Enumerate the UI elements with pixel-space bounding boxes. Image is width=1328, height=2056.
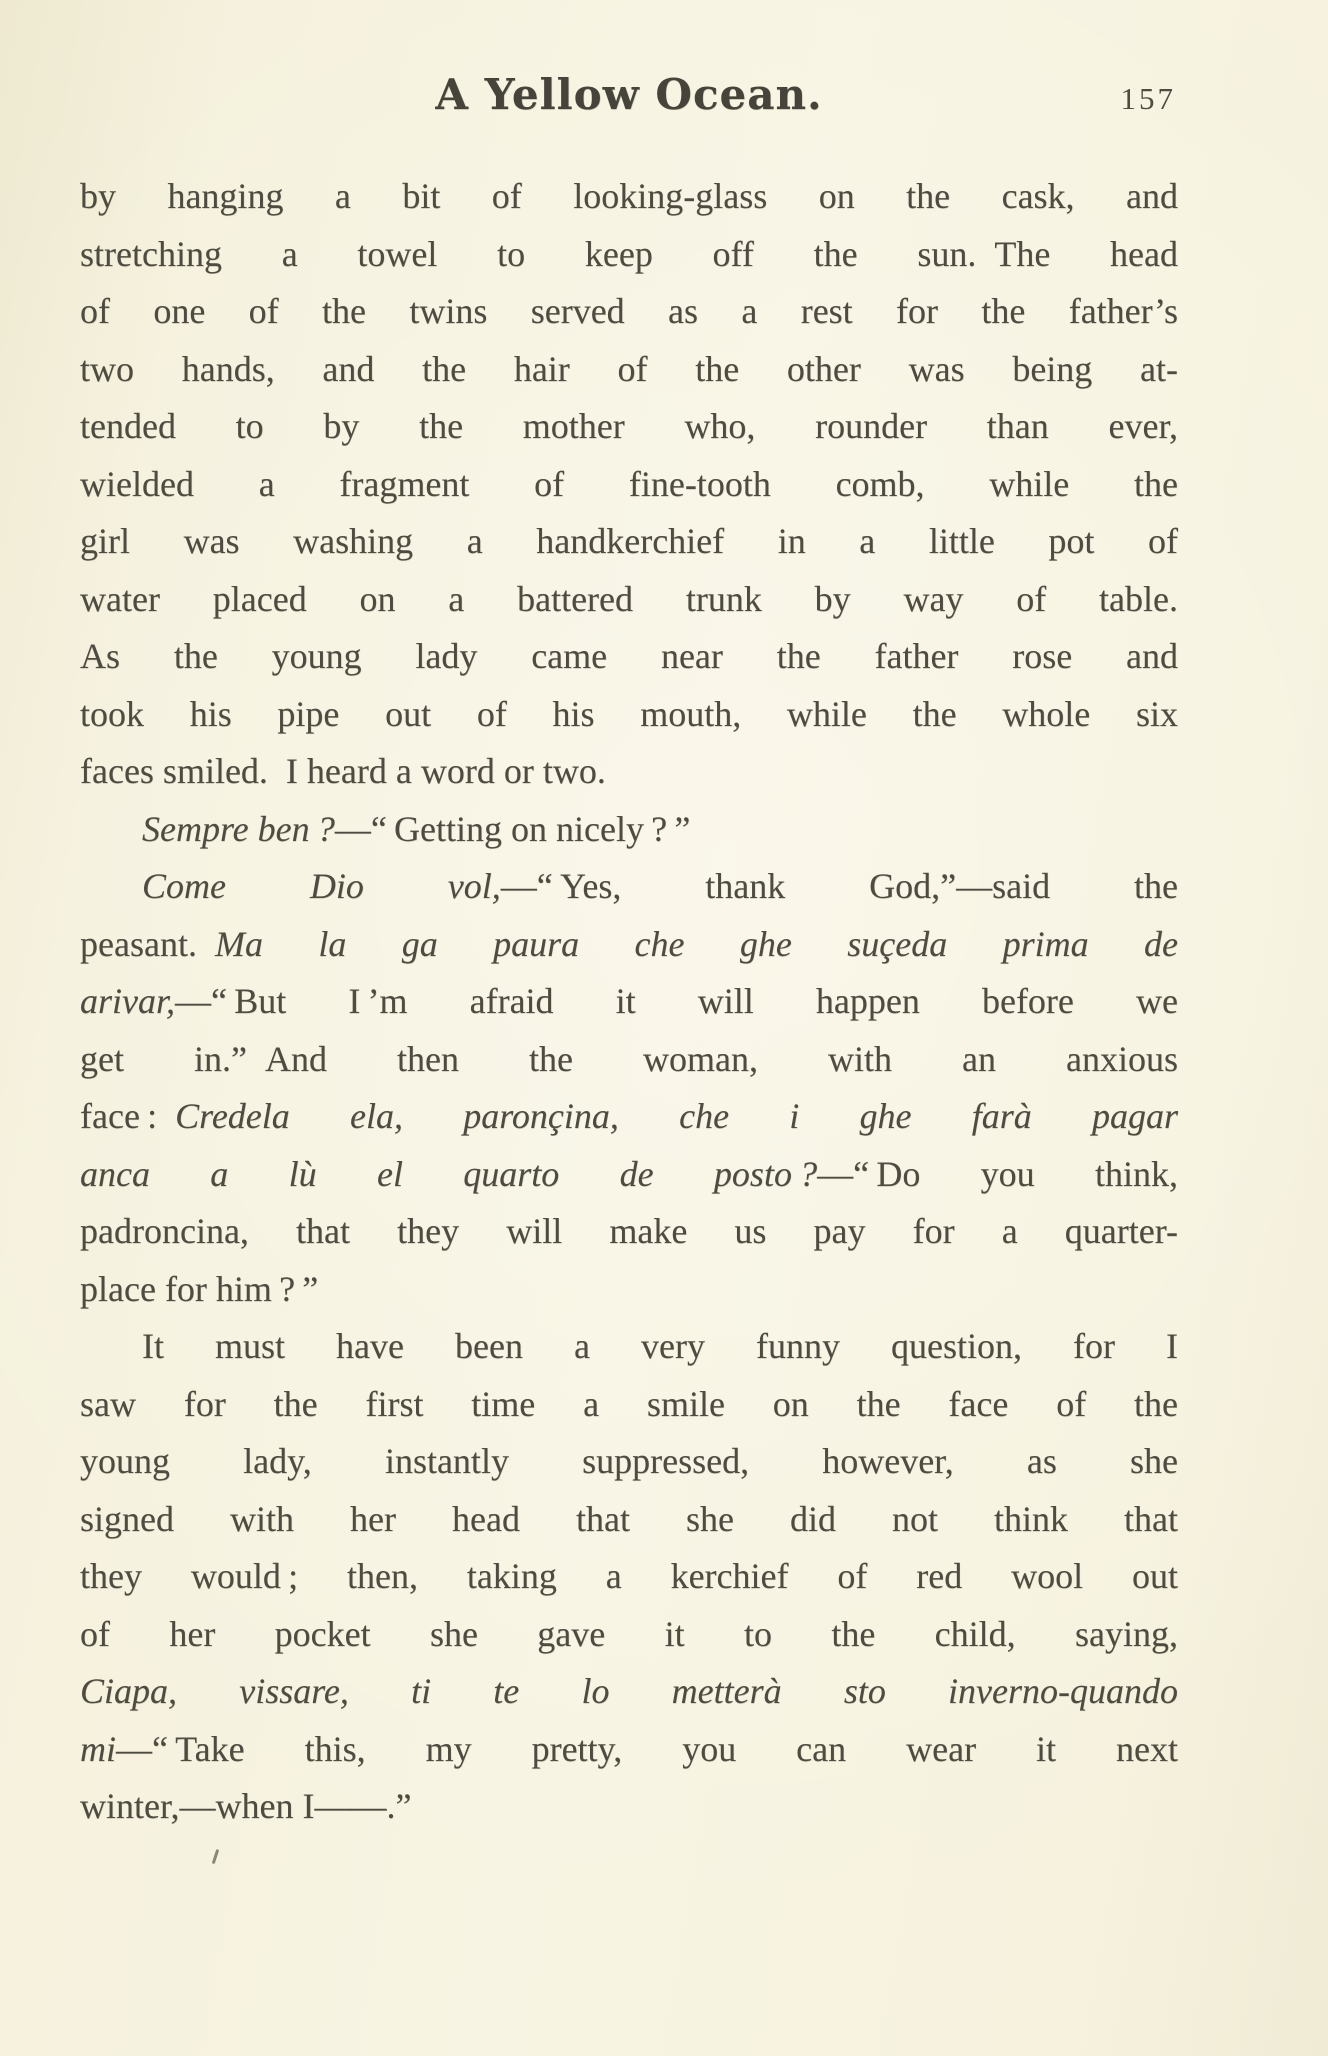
text-line [80, 1031, 1178, 1089]
text-segment: face : [80, 1096, 176, 1136]
page-title: A Yellow Ocean. [435, 70, 823, 119]
text-line [80, 226, 1178, 284]
text-segment: girl was washing a handkerchief in a little pot of [80, 521, 1178, 561]
text-segment: two hands, and the hair of the other was being at- [80, 348, 1178, 389]
text-segment: young lady, instantly suppressed, however, as she [80, 1441, 1178, 1481]
text-segment-italic: Sempre ben ? [142, 808, 335, 849]
text-segment: peasant. [80, 923, 215, 964]
text-line [80, 571, 1178, 629]
text-line [80, 283, 1178, 341]
text-line [80, 341, 1178, 399]
text-segment: —“ Yes, thank God,”—said the [500, 866, 1178, 906]
text-segment: of one of the twins served as a rest for the father’s [80, 291, 1178, 331]
text-segment: of her pocket she gave it to the child, saying, [80, 1613, 1178, 1654]
text-segment: winter,—when I——.” [80, 1786, 412, 1826]
text-line [80, 456, 1178, 514]
text-line [80, 1663, 1178, 1721]
text-line [80, 1088, 1178, 1146]
text-segment: —“ But I ’m afraid it will happen before we [175, 981, 1178, 1021]
text-line [80, 628, 1178, 686]
text-line [80, 973, 1178, 1031]
text-line [80, 1548, 1178, 1606]
text-segment-italic: Credela ela, paronçina, che i ghe farà pagar [175, 1096, 1178, 1136]
text-segment: by hanging a bit of looking-glass on the cask, and [80, 176, 1178, 216]
text-line [80, 1491, 1178, 1549]
text-segment-italic: Ciapa, vissare, ti te lo metterà sto inverno-quando [80, 1671, 1178, 1711]
text-segment: place for him ? ” [80, 1268, 319, 1309]
text-segment: tended to by the mother who, rounder than ever, [80, 406, 1178, 446]
text-line [80, 743, 1178, 801]
text-segment: took his pipe out of his mouth, while the whole six [80, 693, 1178, 734]
text-line [80, 1146, 1178, 1204]
text-line [80, 1778, 1178, 1836]
text-segment: padroncina, that they will make us pay for a quarter- [80, 1211, 1178, 1251]
text-segment: —“ Getting on nicely ? ” [334, 808, 691, 849]
text-segment: get in.” And then the woman, with an anxious [80, 1038, 1178, 1079]
page-number: 157 [1120, 81, 1176, 116]
text-line [80, 858, 1178, 916]
text-line [80, 1606, 1178, 1664]
text-segment: It must have been a very funny question, for I [142, 1326, 1178, 1366]
text-segment: —“ Do you think, [817, 1153, 1179, 1194]
text-segment: —“ Take this, my pretty, you can wear it next [116, 1728, 1178, 1769]
text-segment: stretching a towel to keep off the sun. The head [80, 233, 1178, 274]
text-line [80, 168, 1178, 226]
text-line [80, 1261, 1178, 1319]
text-line [80, 1721, 1178, 1779]
text-line [80, 1433, 1178, 1491]
text-line [80, 916, 1178, 974]
text-line [80, 686, 1178, 744]
text-segment: faces smiled. I heard a word or two. [80, 751, 606, 791]
body-text [80, 168, 1178, 1836]
text-line [80, 513, 1178, 571]
text-line [80, 1376, 1178, 1434]
text-line [80, 398, 1178, 456]
text-segment: As the young lady came near the father rose and [80, 636, 1178, 676]
text-segment-italic: mi [80, 1728, 116, 1769]
text-segment-italic: Come Dio vol, [142, 866, 501, 906]
text-segment: they would ; then, taking a kerchief of red wool out [80, 1556, 1178, 1596]
text-line [80, 801, 1178, 859]
text-segment: wielded a fragment of fine-tooth comb, while the [80, 463, 1178, 504]
text-segment: saw for the first time a smile on the face of the [80, 1383, 1178, 1424]
text-line [80, 1203, 1178, 1261]
stray-ink-mark [212, 1849, 219, 1864]
text-segment-italic: anca a lù el quarto de posto ? [80, 1153, 818, 1194]
text-segment: water placed on a battered trunk by way of table. [80, 578, 1178, 619]
running-head [80, 70, 1178, 132]
text-segment-italic: arivar, [80, 981, 176, 1021]
text-segment-italic: Ma la ga paura che ghe suçeda prima de [214, 923, 1178, 964]
text-line [80, 1318, 1178, 1376]
text-segment: signed with her head that she did not think that [80, 1498, 1178, 1539]
